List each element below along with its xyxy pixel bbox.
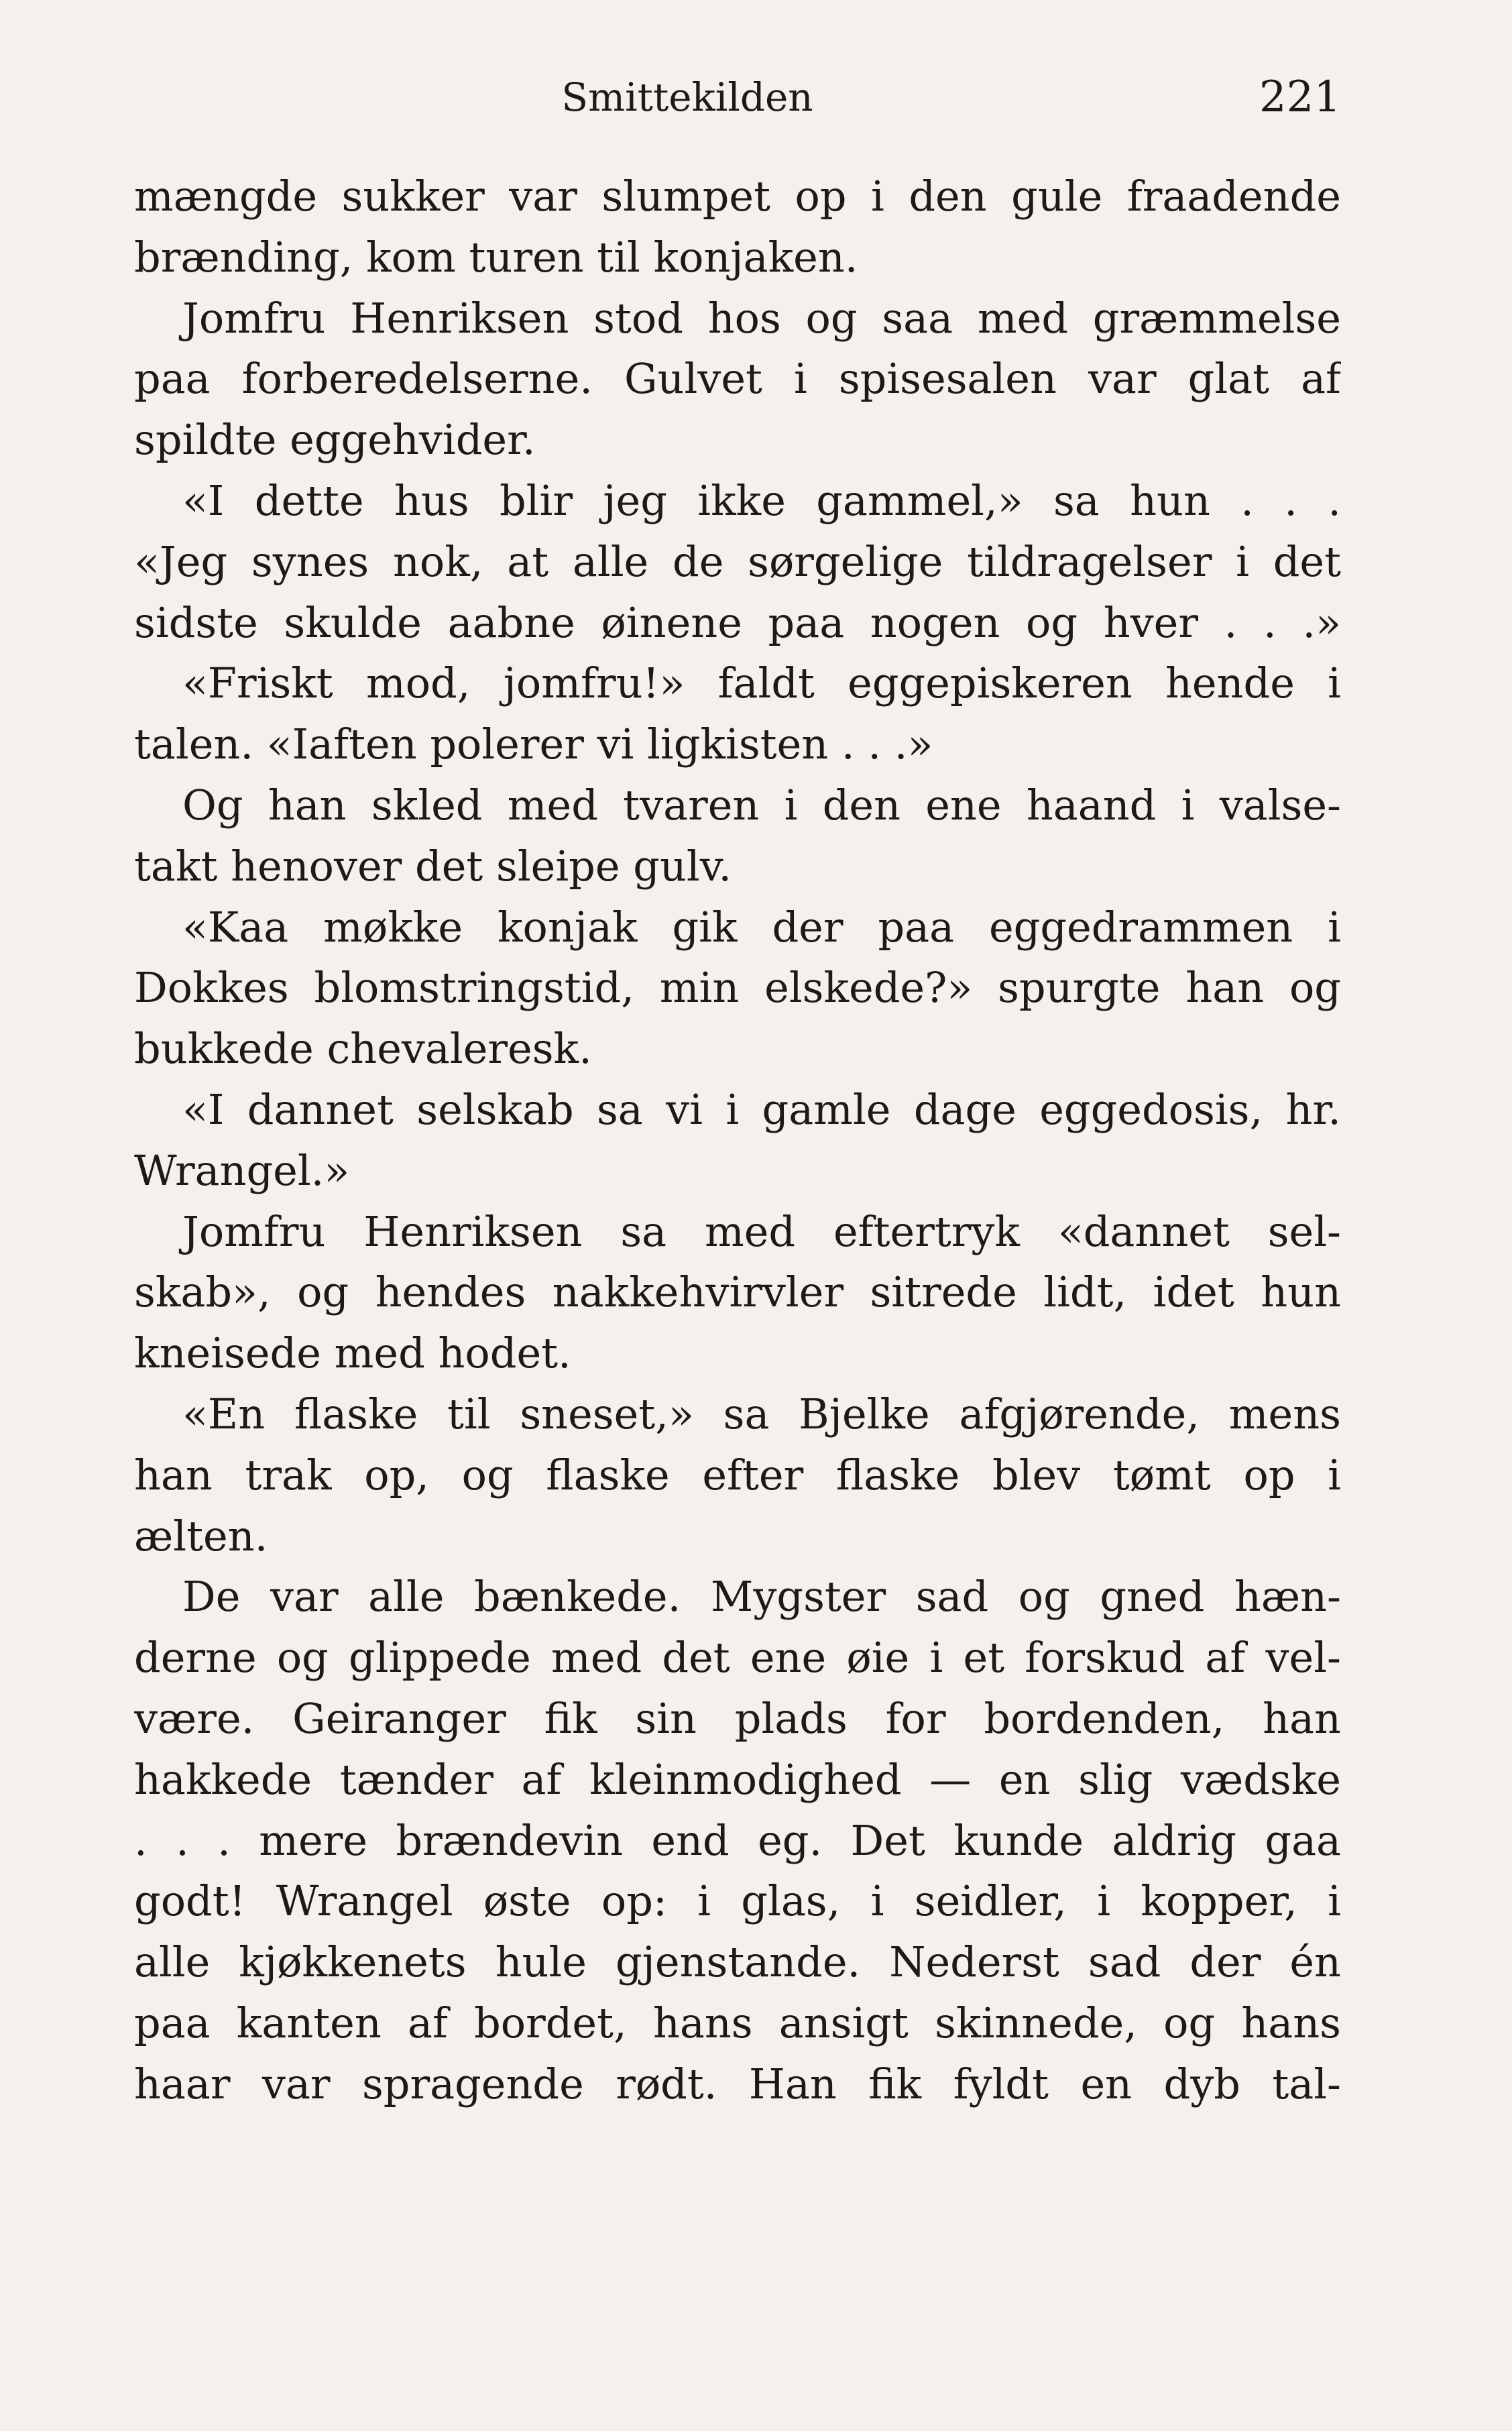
text-line: kneisede med hodet. — [134, 1328, 571, 1378]
text-line: De var alle bænkede. Mygster sad og gned hæn- — [182, 1572, 1341, 1622]
text-line: alle kjøkkenets hule gjenstande. Nederst sad der én — [134, 1937, 1341, 1987]
text-line: bukkede chevaleresk. — [134, 1024, 592, 1074]
text-line: være. Geiranger fik sin plads for bordenden, han — [134, 1693, 1341, 1743]
text-line: mængde sukker var slumpet op i den gule fraadende — [134, 172, 1341, 221]
text-line: ælten. — [134, 1511, 268, 1561]
text-line: talen. «Iaften polerer vi ligkisten . . .» — [134, 720, 933, 769]
text-line: Jomfru Henriksen stod hos og saa med græmmelse — [182, 293, 1341, 343]
text-line: paa kanten af bordet, hans ansigt skinnede, og hans — [134, 1998, 1341, 2047]
text-line: brænding, kom turen til konjaken. — [134, 232, 858, 282]
text-line: derne og glippede med det ene øie i et forskud af vel- — [134, 1633, 1341, 1683]
running-title: Smittekilden — [561, 74, 813, 120]
text-line: takt henover det sleipe gulv. — [134, 841, 732, 891]
text-line: Dokkes blomstringstid, min elskede?» spurgte han og — [134, 963, 1341, 1013]
page-number: 221 — [1259, 72, 1341, 122]
running-head — [134, 70, 1341, 124]
text-line: spildte eggehvider. — [134, 415, 536, 465]
body-text — [134, 166, 1341, 2115]
text-line: han trak op, og flaske efter flaske blev tømt op i — [134, 1450, 1341, 1500]
text-line: . . . mere brændevin end eg. Det kunde aldrig gaa — [134, 1815, 1341, 1865]
text-line: godt! Wrangel øste op: i glas, i seidler, i kopper, i — [134, 1876, 1341, 1926]
text-line: «I dannet selskab sa vi i gamle dage eggedosis, hr. — [182, 1084, 1341, 1134]
text-line: hakkede tænder af kleinmodighed — en slig vædske — [134, 1754, 1341, 1804]
text-line: paa forberedelserne. Gulvet i spisesalen var glat af — [134, 354, 1341, 404]
text-line: Wrangel.» — [134, 1145, 350, 1195]
text-line: «Friskt mod, jomfru!» faldt eggepiskeren hende i — [182, 659, 1341, 708]
text-line: Og han skled med tvaren i den ene haand i valse- — [182, 780, 1341, 830]
text-line: «En flaske til sneset,» sa Bjelke afgjørende, mens — [182, 1389, 1341, 1438]
text-line: «Kaa møkke konjak gik der paa eggedrammen i — [182, 902, 1341, 952]
text-line: haar var spragende rødt. Han fik fyldt en dyb tal- — [134, 2059, 1341, 2108]
text-line: sidste skulde aabne øinene paa nogen og hver . . .» — [134, 598, 1341, 647]
text-line: skab», og hendes nakkehvirvler sitrede lidt, idet hun — [134, 1267, 1341, 1317]
text-line: «I dette hus blir jeg ikke gammel,» sa hun . . . — [182, 475, 1341, 525]
text-line: «Jeg synes nok, at alle de sørgelige tildragelser i det — [134, 536, 1341, 586]
text-line: Jomfru Henriksen sa med eftertryk «dannet sel- — [182, 1206, 1341, 1256]
